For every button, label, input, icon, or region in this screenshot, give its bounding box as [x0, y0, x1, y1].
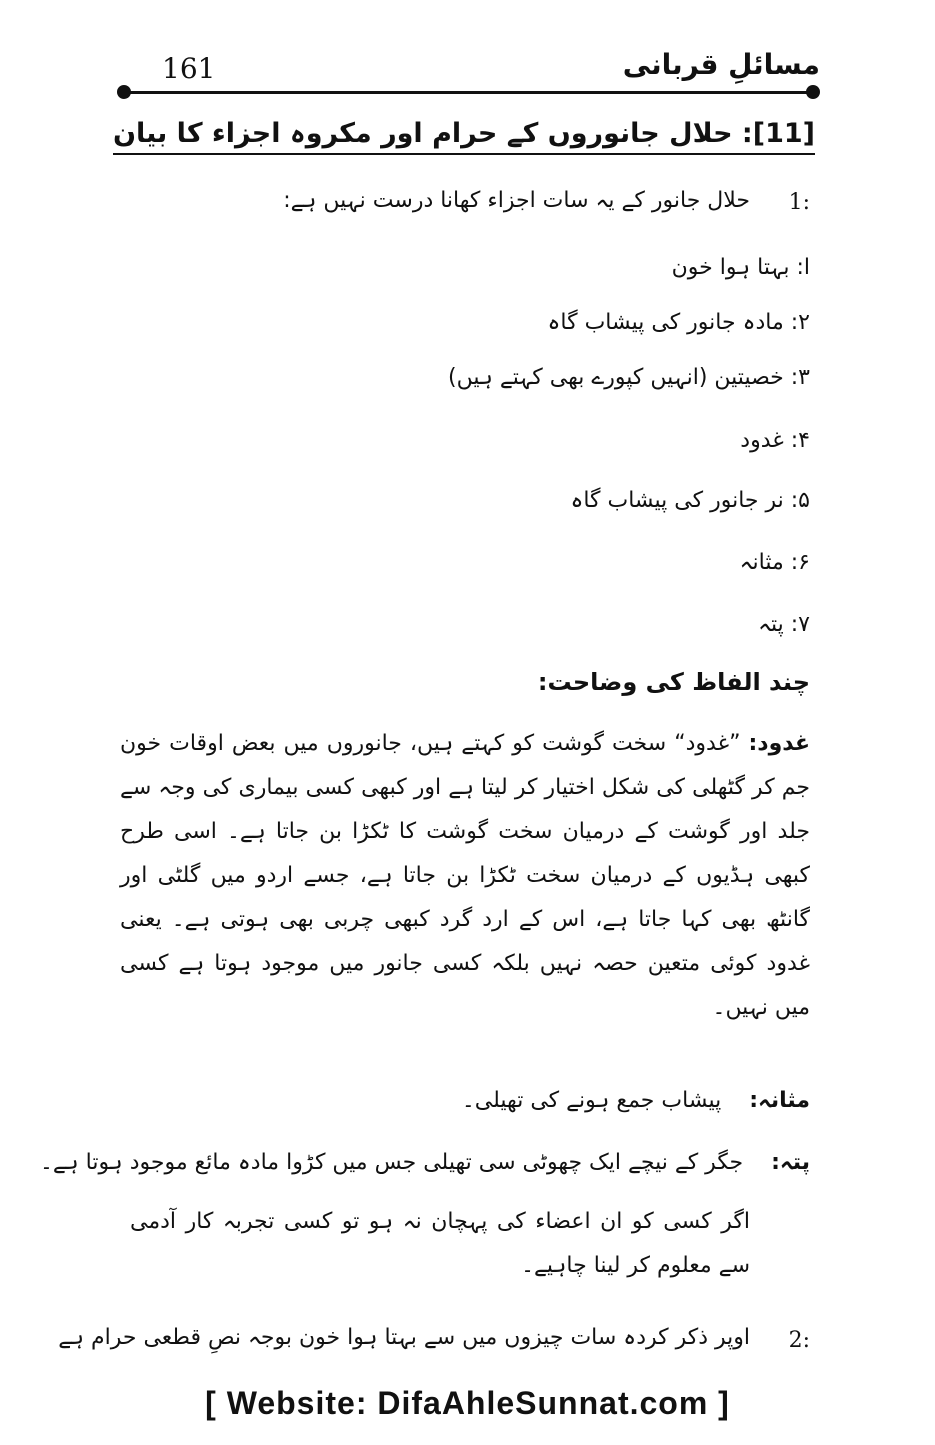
ghudood-term: غدود:: [748, 731, 810, 756]
masana-term: مثانہ:: [749, 1088, 810, 1113]
explanation-heading: چند الفاظ کی وضاحت:: [537, 668, 810, 696]
point-1-text: حلال جانور کے یہ سات اجزاء کھانا درست نہیں ہے:: [283, 188, 750, 213]
masana-text: پیشاب جمع ہونے کی تھیلی۔: [461, 1088, 722, 1113]
page-number: 161: [162, 52, 216, 85]
section-heading: [11]: حلال جانوروں کے حرام اور مکروہ اجزاء کا بیان: [113, 118, 815, 155]
masana-row: [462, 1088, 810, 1113]
point-1-number: 1:: [788, 190, 810, 215]
rule-dot-left: [117, 85, 131, 99]
list-item: ۲: مادہ جانور کی پیشاب گاہ: [547, 310, 810, 335]
list-item: ۵: نر جانور کی پیشاب گاہ: [570, 488, 810, 513]
rule-dot-right: [806, 85, 820, 99]
list-item: ۷: پتہ: [758, 612, 810, 637]
list-item: ا: بہتا ہوا خون: [671, 255, 810, 280]
list-item: ۳: خصیتین (انہیں کپورے بھی کہتے ہیں): [448, 365, 810, 390]
list-item: ۴: غدود: [740, 428, 810, 453]
header-rule: [123, 91, 813, 94]
advice-paragraph: اگر کسی کو ان اعضاء کی پہچان نہ ہو تو کسی تجربہ کار آدمی سے معلوم کر لینا چاہیے۔: [130, 1209, 750, 1278]
point-2-text: اوپر ذکر کردہ سات چیزوں میں سے بہتا ہوا خون بوجہ نصِ قطعی حرام ہے: [58, 1325, 750, 1350]
point-2-number: 2:: [788, 1328, 810, 1353]
pitta-text: جگر کے نیچے ایک چھوٹی سی تھیلی جس میں کڑوا مادہ مائع موجود ہوتا ہے۔: [39, 1150, 744, 1175]
pitta-term: پتہ:: [771, 1150, 810, 1175]
ghudood-paragraph: [120, 722, 810, 1030]
ghudood-text: ”غدود“ سخت گوشت کو کہتے ہیں، جانوروں میں بعض اوقات خون جم کر گٹھلی کی شکل اختیار کر لیتا ہے اور کبھی کسی بیماری کی وجہ سے جلد اور گوشت کے درمیان سخت گوشت کا ٹکڑا بن جاتا ہے۔ اسی طرح کبھی ہڈیوں کے درمیان سخت ٹکڑا بن جاتا ہے، جسے اردو میں گلٹی اور گانٹھ بھی کہا جاتا ہے، اس کے ارد گرد کبھی چربی بھی ہوتی ہے۔ یعنی غدود کوئی متعین حصہ نہیں بلکہ کسی جانور میں موجود ہوتا ہے کسی میں نہیں۔: [120, 731, 810, 1020]
book-title: مسائلِ قربانی: [622, 48, 820, 81]
list-item: ۶: مثانہ: [739, 550, 810, 575]
website-footer: [ Website: DifaAhleSunnat.com ]: [205, 1385, 730, 1421]
pitta-row: [40, 1150, 810, 1175]
